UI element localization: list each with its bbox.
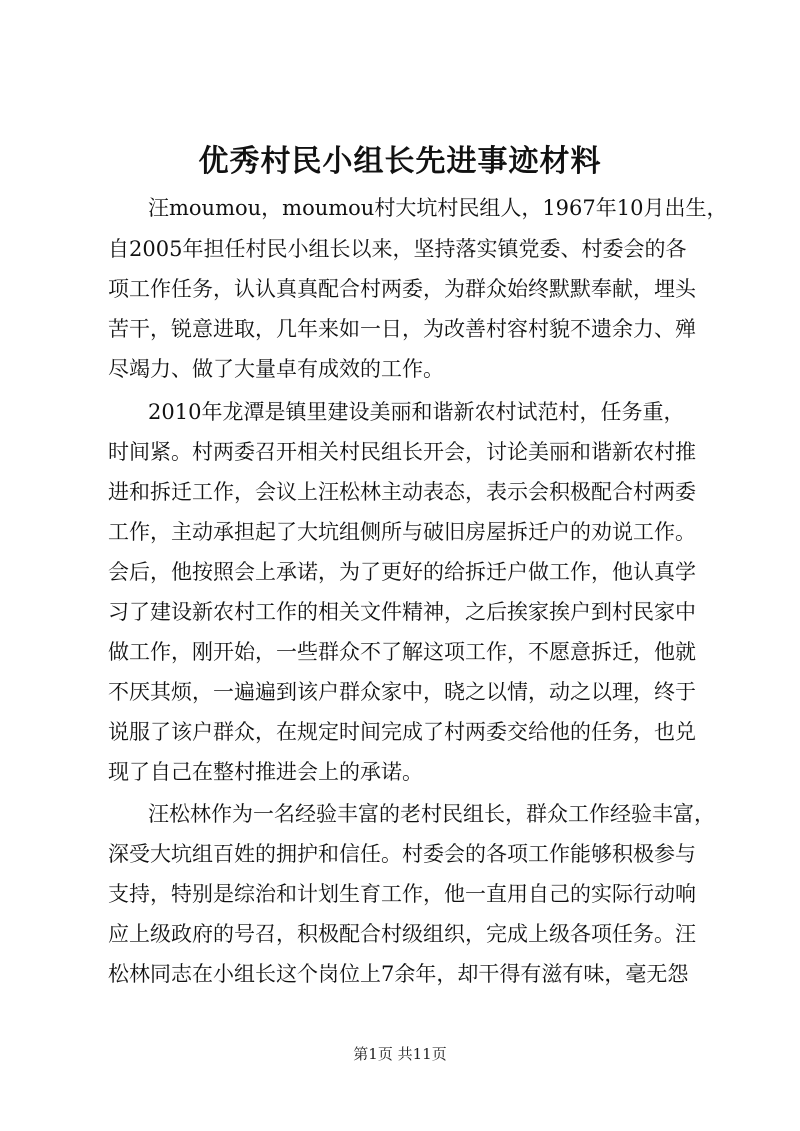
paragraph-line: 不厌其烦，一遍遍到该户群众家中，晓之以情，动之以理，终于 (108, 680, 696, 704)
paragraph-line: 会后，他按照会上承诺，为了更好的给拆迁户做工作，他认真学 (108, 560, 696, 584)
paragraph-line: 说服了该户群众，在规定时间完成了村两委交给他的任务，也兑 (108, 720, 696, 744)
paragraph-line: 进和拆迁工作，会议上汪松林主动表态，表示会积极配合村两委 (108, 480, 696, 504)
paragraph-line: 项工作任务，认认真真配合村两委，为群众始终默默奉献，埋头 (108, 277, 696, 301)
paragraph-line: 自2005年担任村民小组长以来，坚持落实镇党委、村委会的各 (108, 237, 687, 261)
paragraph-line: 习了建设新农村工作的相关文件精神，之后挨家挨户到村民家中 (108, 600, 696, 624)
paragraph-line: 工作，主动承担起了大坑组侧所与破旧房屋拆迁户的劝说工作。 (108, 520, 696, 544)
document-title: 优秀村民小组长先进事迹材料 (198, 144, 602, 179)
paragraph-line: 支持，特别是综治和计划生育工作，他一直用自己的实际行动响 (108, 882, 696, 906)
paragraph-line: 尽竭力、做了大量卓有成效的工作。 (108, 357, 444, 381)
page-footer: 第1页 共11页 (353, 1045, 447, 1063)
paragraph-line: 苦干，锐意进取，几年来如一日，为改善村容村貌不遗余力、殚 (108, 317, 696, 341)
paragraph-line: 深受大坑组百姓的拥护和信任。村委会的各项工作能够积极参与 (108, 842, 696, 866)
paragraph-line: 时间紧。村两委召开相关村民组长开会，讨论美丽和谐新农村推 (108, 440, 696, 464)
paragraph-line: 2010年龙潭是镇里建设美丽和谐新农村试范村，任务重， (148, 400, 685, 424)
paragraph-line: 松林同志在小组长这个岗位上7余年，却干得有滋有味，毫无怨 (108, 962, 689, 986)
paragraph-line: 汪松林作为一名经验丰富的老村民组长，群众工作经验丰富， (148, 802, 715, 826)
paragraph-line: 汪moumou，moumou村大坑村民组人，1967年10月出生， (148, 196, 728, 220)
paragraph-line: 做工作，刚开始，一些群众不了解这项工作，不愿意拆迁，他就 (108, 640, 696, 664)
paragraph-line: 现了自己在整村推进会上的承诺。 (108, 760, 423, 784)
paragraph-line: 应上级政府的号召，积极配合村级组织，完成上级各项任务。汪 (108, 922, 696, 946)
